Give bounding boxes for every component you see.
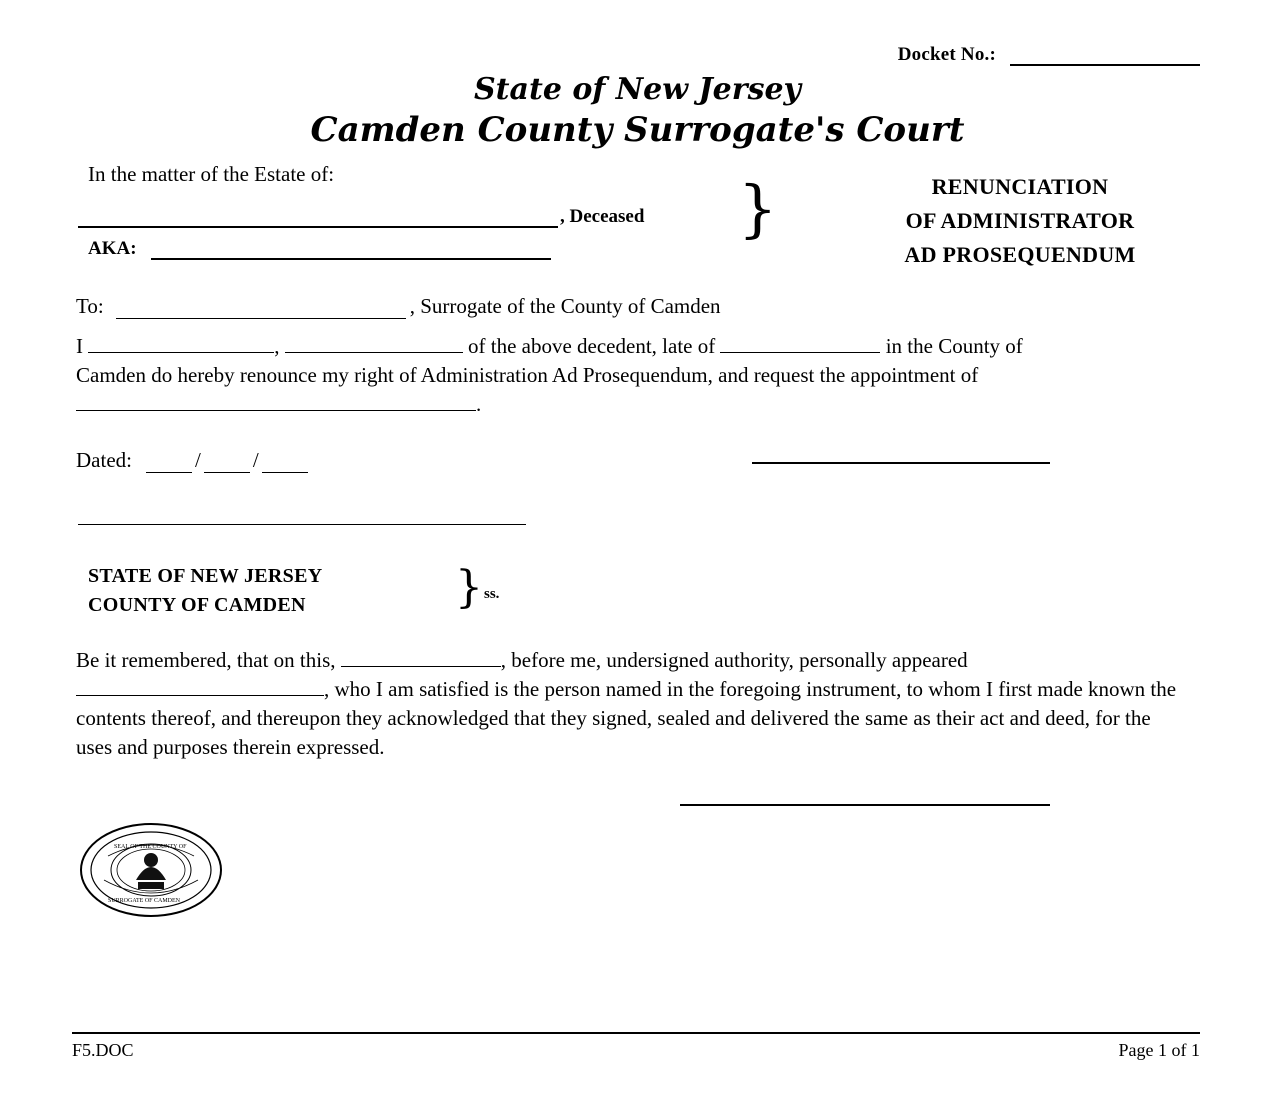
docket-row [898,44,1200,66]
svg-text:SURROGATE OF CAMDEN: SURROGATE OF CAMDEN [108,898,181,904]
ack-part-3: , who I am satisfied is the person named in the foregoing instrument, to whom I first made known the contents thereof, and thereupon they acknowledged that they signed, sealed and delivered the same as their act and deed, for the uses and purposes therein expressed. [76,677,1177,759]
paragraph-part-2: , [274,334,280,358]
paragraph-part-5: Camden do hereby renounce my right of Administration Ad Prosequendum, and request the appointment of [76,363,979,387]
docket-number-field[interactable] [1010,48,1200,66]
docket-label: Docket No.: [897,44,996,65]
decedent-name-field[interactable] [78,210,558,228]
decedent-name-row [78,206,644,228]
paragraph-part-4: in the County of [885,334,1023,358]
ack-appearer-field[interactable] [76,680,324,696]
page-title-state: State of New Jersey [474,72,801,107]
footer-filename: F5.DOC [72,1040,134,1060]
renunciation-paragraph [76,332,1186,419]
dated-label: Dated: [76,448,132,472]
document-type-title [810,170,1230,272]
page-title-court: Camden County Surrogate's Court [310,110,965,150]
seal-icon [78,820,224,920]
brace-glyph-top: } [738,172,778,245]
aka-field[interactable] [151,242,551,260]
court-seal [78,820,224,920]
date-separator-1: / [194,448,201,472]
document-type-line-1: RENUNCIATION [931,174,1109,199]
renouncer-name-field[interactable] [88,337,274,353]
document-type-line-2: OF ADMINISTRATOR [905,208,1135,233]
renouncer-signature-line[interactable] [752,462,1050,464]
aka-label: AKA: [88,238,137,259]
relationship-field[interactable] [285,337,463,353]
brace-glyph-jurat: } [455,562,483,613]
to-suffix-label: , Surrogate of the County of Camden [409,294,721,318]
acknowledgement-paragraph [76,646,1188,762]
aka-row [88,238,551,260]
jurat-state-label: STATE OF NEW JERSEY [88,565,323,587]
footer-divider [72,1032,1200,1034]
notary-signature-line[interactable] [680,804,1050,806]
paragraph-part-3: of the above decedent, late of [468,334,716,358]
footer-page-number: Page 1 of 1 [1118,1040,1200,1060]
paragraph-part-6: . [476,392,482,416]
date-day-field[interactable] [204,458,250,473]
to-label: To: [76,294,104,318]
jurat-county-label: COUNTY OF CAMDEN [88,594,306,616]
document-type-line-3: AD PROSEQUENDUM [904,242,1136,267]
dated-row [76,448,308,473]
jurat-block [88,562,322,620]
ack-part-2: , before me, undersigned authority, personally appeared [500,648,968,672]
witness-line[interactable] [78,524,526,525]
appointee-name-field[interactable] [76,395,476,411]
ack-date-field[interactable] [341,651,501,667]
ack-part-1: Be it remembered, that on this, [76,648,336,672]
deceased-label: , Deceased [560,206,645,227]
municipality-field[interactable] [720,337,880,353]
svg-text:SEAL OF THE COUNTY OF: SEAL OF THE COUNTY OF [114,844,187,850]
date-year-field[interactable] [262,458,308,473]
paragraph-part-1: I [76,334,83,358]
surrogate-name-field[interactable] [116,303,406,319]
surrogate-to-row [76,294,721,319]
date-month-field[interactable] [146,458,192,473]
ss-label: ss. [484,586,500,602]
estate-intro-label: In the matter of the Estate of: [88,162,335,186]
date-separator-2: / [252,448,259,472]
